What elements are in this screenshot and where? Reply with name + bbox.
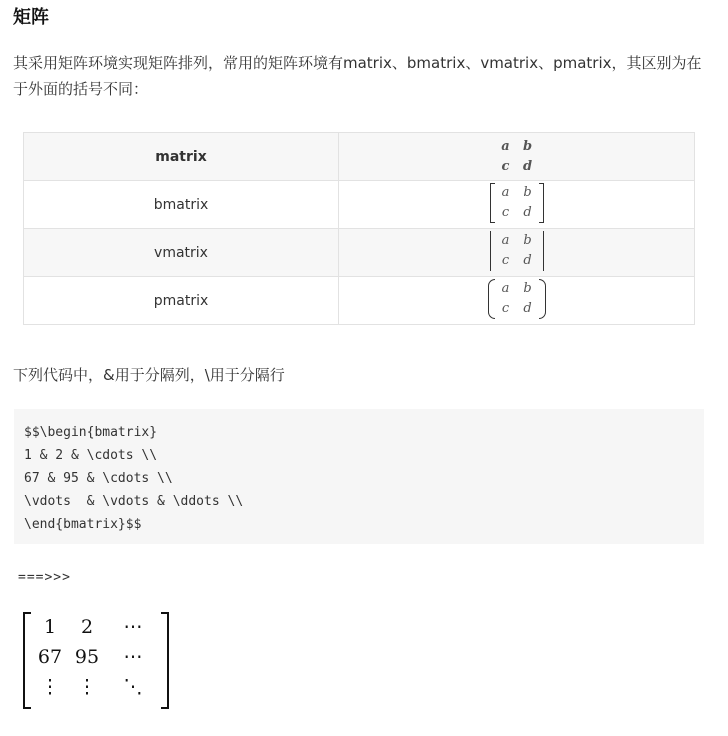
example-cell (339, 181, 695, 229)
matrix-cell: ⋯ (123, 646, 143, 668)
matrix-cell: d (523, 252, 532, 268)
matrix-cell: ⋮ (40, 676, 60, 698)
env-name-cell: pmatrix (24, 277, 339, 325)
code-caption: 下列代码中，&用于分隔列，\用于分隔行 (13, 366, 285, 384)
code-line: \vdots & \vdots & \ddots \\ (24, 494, 244, 509)
table-header-row (24, 133, 695, 181)
matrix-cell: c (501, 300, 510, 316)
matrix-cell: c (501, 204, 510, 220)
matrix-render-pmatrix (488, 279, 546, 319)
matrix-cell: b (522, 138, 533, 154)
result-arrow: ===>>> (18, 570, 71, 585)
right-vertical-bar (539, 231, 544, 271)
matrix-cell: c (501, 252, 510, 268)
matrix-cell: a (501, 138, 510, 154)
matrix-render-plain (495, 137, 539, 177)
matrix-comparison-table (23, 132, 695, 325)
matrix-cell: b (523, 232, 532, 248)
left-vertical-bar (490, 231, 495, 271)
matrix-cell: b (523, 280, 532, 296)
table-row (24, 277, 695, 325)
matrix-cell: a (501, 184, 510, 200)
matrix-cell: c (501, 158, 510, 174)
matrix-cell: 1 (43, 616, 57, 638)
table-row (24, 229, 695, 277)
env-name-cell: bmatrix (24, 181, 339, 229)
matrix-render-bmatrix (490, 183, 544, 223)
matrix-cell: a (501, 280, 510, 296)
matrix-cell: a (501, 232, 510, 248)
matrix-cell: 2 (80, 616, 94, 638)
left-square-bracket (23, 612, 31, 709)
right-square-bracket (161, 612, 169, 709)
table-header-example (339, 133, 695, 181)
code-line: \end{bmatrix}$$ (24, 517, 142, 532)
matrix-cell: ⋱ (123, 676, 143, 698)
intro-paragraph: 其采用矩阵环境实现矩阵排列，常用的矩阵环境有matrix、bmatrix、vmatrix、pmatrix，其区别为在于外面的括号不同： (13, 54, 702, 98)
right-parenthesis (539, 279, 546, 319)
matrix-render-vmatrix (490, 231, 544, 271)
matrix-cell: 67 (37, 646, 63, 668)
matrix-cell: b (523, 184, 532, 200)
matrix-cell: ⋮ (77, 676, 97, 698)
env-name-cell: vmatrix (24, 229, 339, 277)
right-square-bracket (539, 183, 544, 223)
table-row (24, 181, 695, 229)
code-line: 1 & 2 & \cdots \\ (24, 448, 158, 463)
code-line: $$\begin{bmatrix} (24, 425, 158, 440)
section-heading: 矩阵 (13, 7, 49, 28)
left-parenthesis (488, 279, 495, 319)
matrix-cell: ⋯ (123, 616, 143, 638)
rendered-matrix (23, 612, 169, 709)
left-square-bracket (490, 183, 495, 223)
example-cell (339, 229, 695, 277)
table-header-env: matrix (24, 133, 339, 181)
matrix-cell: d (522, 158, 533, 174)
matrix-cell: 95 (74, 646, 100, 668)
matrix-cell: d (523, 300, 532, 316)
code-block[interactable] (14, 409, 704, 544)
example-cell (339, 277, 695, 325)
matrix-cell: d (523, 204, 532, 220)
code-line: 67 & 95 & \cdots \\ (24, 471, 173, 486)
